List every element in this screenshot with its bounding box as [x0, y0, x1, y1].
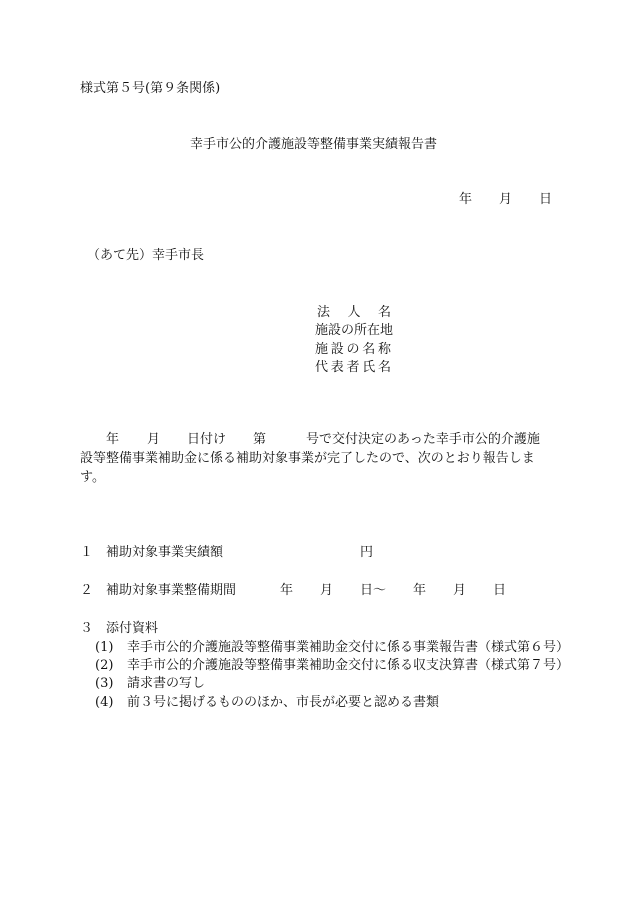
item-2-start-month: 月	[320, 583, 334, 598]
item-1-label: 補助対象事業実績額	[106, 545, 224, 560]
item-1-number: １	[80, 545, 94, 560]
body-date-issued-label: 日付け	[187, 432, 227, 447]
body-line-2: 設等整備事業補助金に係る補助対象事業が完了したので、次のとおり報告しま	[80, 451, 535, 466]
item-3-number: ３	[80, 621, 94, 636]
addressee: （あて先）幸手市長	[87, 248, 205, 263]
applicant-facility-name-label: 施設の名称	[315, 342, 391, 357]
document-title: 幸手市公的介護施設等整備事業実績報告書	[190, 137, 438, 152]
date-day-label: 日	[539, 192, 553, 207]
body-line1-text: 号で交付決定のあった幸手市公的介護施	[306, 432, 540, 447]
attachment-number: (1)	[95, 640, 114, 655]
attachment-text: 前３号に掲げるもののほか、市長が必要と認める書類	[127, 695, 440, 710]
item-2-end-month: 月	[453, 583, 467, 598]
item-3-label: 添付資料	[106, 621, 159, 636]
date-month-label: 月	[499, 192, 513, 207]
item-2-end-year: 年	[413, 583, 427, 598]
form-number: 様式第５号(第９条関係)	[80, 81, 221, 96]
attachment-text: 請求書の写し	[127, 676, 206, 691]
item-2-number: ２	[80, 583, 94, 598]
attachment-text: 幸手市公的介護施設等整備事業補助金交付に係る事業報告書（様式第６号）	[127, 640, 570, 655]
date-year-label: 年	[459, 192, 473, 207]
item-2-start-year: 年	[280, 583, 294, 598]
body-year-label: 年	[106, 432, 120, 447]
item-1-unit: 円	[360, 545, 374, 560]
attachment-number: (2)	[95, 658, 114, 673]
applicant-representative-label: 代表者氏名	[315, 360, 391, 375]
applicant-facility-address-label: 施設の所在地	[315, 323, 394, 338]
body-month-label: 月	[147, 432, 161, 447]
body-line-3: す。	[80, 470, 105, 485]
body-number-prefix: 第	[253, 432, 267, 447]
item-2-start-day: 日～	[360, 583, 387, 598]
item-2-end-day: 日	[493, 583, 507, 598]
attachment-number: (4)	[95, 695, 114, 710]
item-2-label: 補助対象事業整備期間	[106, 583, 237, 598]
attachment-text: 幸手市公的介護施設等整備事業補助金交付に係る収支決算書（様式第７号）	[127, 658, 570, 673]
attachment-number: (3)	[95, 676, 114, 691]
applicant-corporation-label: 法人名	[317, 305, 391, 320]
